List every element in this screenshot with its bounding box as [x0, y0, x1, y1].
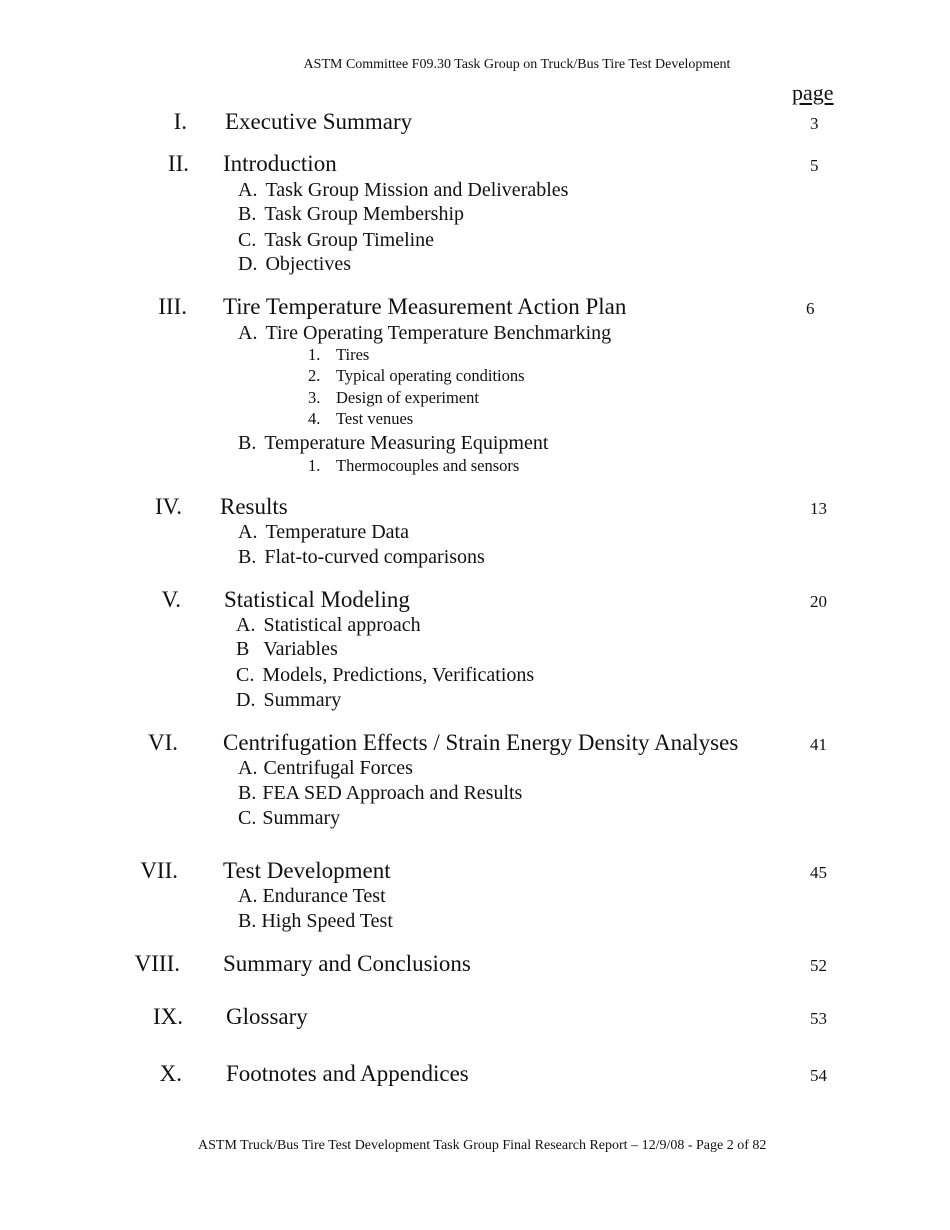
subsection-item	[238, 522, 409, 542]
section-title: Tire Temperature Measurement Action Plan	[223, 294, 627, 319]
section-page-number: 53	[810, 1009, 827, 1028]
subsection-letter: D.	[238, 253, 258, 275]
subsection-letter: B	[236, 638, 250, 660]
subsection-text: Task Group Timeline	[264, 229, 435, 251]
subsection-text: Summary	[263, 689, 342, 711]
subsection-text: Models, Predictions, Verifications	[262, 664, 535, 686]
subsection-item	[238, 911, 393, 931]
item-text: Tires	[336, 345, 370, 364]
section-numeral: VIII.	[134, 951, 180, 976]
section-title: Summary and Conclusions	[223, 951, 471, 976]
running-header: ASTM Committee F09.30 Task Group on Truck/Bus Tire Test Development	[303, 57, 731, 72]
subsection-item	[238, 433, 548, 453]
subsection-letter: B.	[238, 432, 257, 454]
subsection-text: Objectives	[265, 253, 351, 275]
subsection-letter: B.	[238, 782, 257, 804]
item-number: 4.	[308, 409, 321, 428]
item-text: Test venues	[336, 409, 414, 428]
subsection-text: Variables	[263, 638, 338, 660]
subsection-text: Flat-to-curved comparisons	[264, 546, 485, 568]
item-number: 1.	[308, 345, 321, 364]
subsection-letter: B.	[238, 910, 257, 932]
subsection-letter: D.	[236, 689, 256, 711]
section-page-number: 54	[810, 1066, 827, 1085]
subsection-letter: A.	[236, 614, 256, 636]
section-title: Statistical Modeling	[224, 587, 410, 612]
sub-subsection-item	[308, 347, 369, 364]
subsection-text: Task Group Membership	[264, 203, 465, 225]
section-numeral: VI.	[147, 730, 178, 755]
subsection-item	[238, 547, 485, 567]
subsection-item	[236, 690, 341, 710]
subsection-letter: C.	[236, 664, 255, 686]
section-numeral: X.	[159, 1061, 182, 1086]
subsection-item	[236, 665, 534, 685]
sub-subsection-item	[308, 390, 479, 407]
item-text: Design of experiment	[336, 388, 479, 407]
subsection-text: Statistical approach	[263, 614, 421, 636]
section-title: Results	[220, 494, 288, 519]
subsection-letter: B.	[238, 203, 257, 225]
item-text: Typical operating conditions	[336, 366, 525, 385]
subsection-text: Summary	[262, 807, 341, 829]
section-numeral: II.	[167, 151, 189, 176]
subsection-letter: A.	[238, 521, 258, 543]
subsection-text: Temperature Data	[265, 521, 409, 543]
item-text: Thermocouples and sensors	[336, 456, 520, 475]
subsection-item	[238, 886, 386, 906]
subsection-letter: A.	[238, 322, 258, 344]
subsection-letter: C.	[238, 229, 257, 251]
subsection-item	[238, 808, 340, 828]
sub-subsection-item	[308, 411, 413, 428]
subsection-text: FEA SED Approach and Results	[262, 782, 523, 804]
section-numeral: IV.	[154, 494, 182, 519]
subsection-text: Task Group Mission and Deliverables	[265, 179, 569, 201]
subsection-item	[236, 615, 421, 635]
section-numeral: VII.	[140, 858, 178, 883]
section-page-number: 20	[810, 592, 827, 611]
section-title: Introduction	[223, 151, 337, 176]
item-number: 3.	[308, 388, 321, 407]
page-column-label: page	[792, 80, 834, 105]
subsection-text: High Speed Test	[261, 910, 393, 932]
section-page-number: 13	[810, 499, 827, 518]
sub-subsection-item	[308, 368, 525, 385]
section-page-number: 52	[810, 956, 827, 975]
section-title: Executive Summary	[225, 109, 413, 134]
section-numeral: III.	[158, 294, 187, 319]
subsection-item	[238, 254, 351, 274]
section-page-number: 45	[810, 863, 827, 882]
subsection-text: Temperature Measuring Equipment	[264, 432, 549, 454]
running-footer: ASTM Truck/Bus Tire Test Development Task Group Final Research Report – 12/9/08 - Page 2 of 82	[198, 1138, 767, 1153]
subsection-letter: B.	[238, 546, 257, 568]
subsection-letter: C.	[238, 807, 257, 829]
subsection-letter: A.	[238, 757, 258, 779]
subsection-item	[238, 758, 413, 778]
subsection-text: Tire Operating Temperature Benchmarking	[265, 322, 612, 344]
section-numeral: V.	[161, 587, 181, 612]
section-title: Footnotes and Appendices	[226, 1061, 469, 1086]
subsection-text: Endurance Test	[262, 885, 386, 907]
subsection-item	[238, 204, 464, 224]
section-page-number: 5	[810, 156, 819, 175]
section-numeral: I.	[173, 109, 187, 134]
section-numeral: IX.	[152, 1004, 183, 1029]
subsection-item	[238, 230, 434, 250]
section-title: Test Development	[223, 858, 391, 883]
subsection-item	[238, 783, 522, 803]
item-number: 1.	[308, 456, 321, 475]
subsection-letter: A.	[238, 179, 258, 201]
subsection-letter: A.	[238, 885, 258, 907]
subsection-text: Centrifugal Forces	[263, 757, 413, 779]
subsection-item	[238, 180, 568, 200]
section-page-number: 3	[810, 114, 819, 133]
section-title: Glossary	[226, 1004, 308, 1029]
section-page-number: 6	[806, 299, 815, 318]
subsection-item	[236, 639, 338, 659]
section-page-number: 41	[810, 735, 827, 754]
subsection-item	[238, 323, 611, 343]
section-title: Centrifugation Effects / Strain Energy Density Analyses	[223, 730, 739, 755]
item-number: 2.	[308, 366, 321, 385]
sub-subsection-item	[308, 458, 519, 475]
